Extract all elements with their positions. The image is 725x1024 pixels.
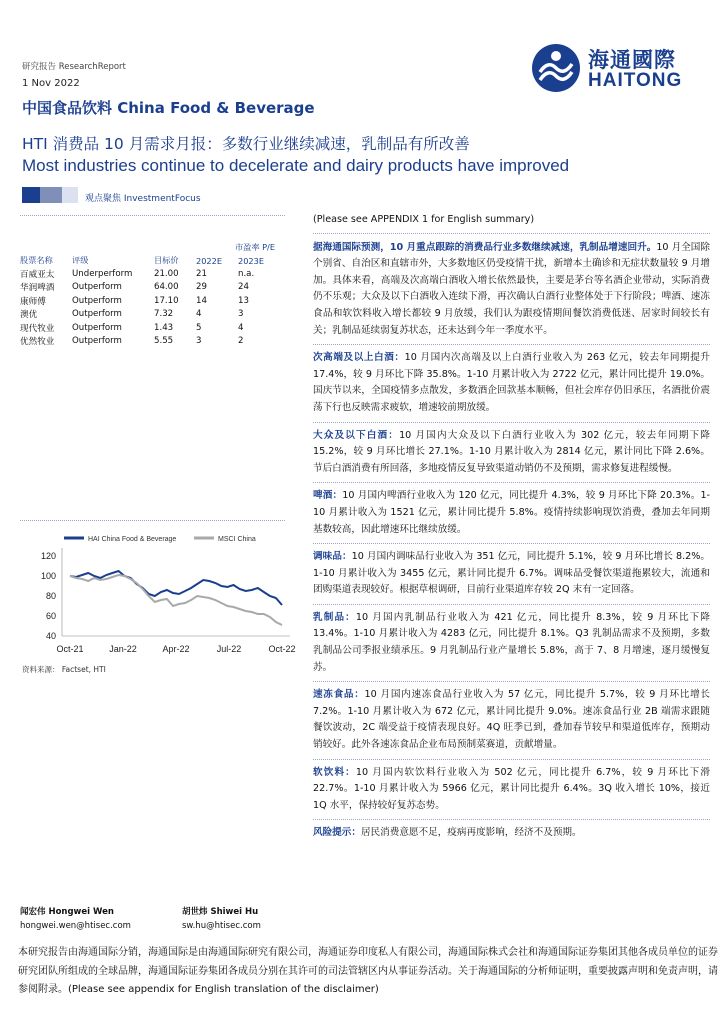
section-text: 10 月国内软饮料行业收入为 502 亿元，同比提升 6.7%，较 9 月环比下滑 22.7%。1-10 月累计收入为 5966 亿元，累计同比提升 6.4%。3Q 收入增长 10%，接近 1Q 水平，保持较好复苏态势。 [313,766,710,811]
y-tick-label: 120 [40,551,56,561]
section-rule [313,759,710,760]
pe-header: 市盈率 P/E [234,242,275,252]
section-beer [313,488,710,538]
author-name: 胡世炜 Shiwei Hu [182,907,259,917]
y-tick-label: 80 [45,591,56,601]
section-risk [313,825,710,842]
cell-target: 17.10 [154,295,179,306]
chart-top-rule [20,520,285,521]
table-row [20,267,285,280]
section-text: 10 月国内速冻食品行业收入为 57 亿元，同比提升 5.7%，较 9 月环比增长 7.2%。1-10 月累计收入为 672 亿元，累计同比提升 9.0%。速冻食品行业 2B 端需求跟随餐饮波动，2C 端受益于疫情表现良好。4Q 旺季已到，叠加春节较早和渠道低库存，预期动销较好。此外各速冻食品企业布局预制菜赛道，贡献增量。 [313,689,710,751]
logo-en: HAITONG [588,70,683,91]
section-frozen-food [313,687,710,753]
english-summary-note: (Please see APPENDIX 1 for English summary) [313,214,535,225]
cell-rating: Outperform [72,309,122,320]
section-mass-baijiu [313,428,710,478]
cell-rating: Outperform [72,282,122,293]
cell-rating: Underperform [72,269,133,280]
section-rule [313,543,710,544]
ratings-table [20,232,285,348]
focus-label: 观点聚焦 InvestmentFocus [85,194,201,204]
cell-pe-2022: 3 [196,336,202,347]
intro-lead: 据海通国际预测，10 月重点跟踪的消费品行业多数继续减速，乳制品增速回升。 [313,241,657,253]
summary-top-rule [313,233,710,234]
cell-pe-2023: 4 [238,322,244,333]
haitong-emblem-icon [530,42,582,94]
report-date: 1 Nov 2022 [22,78,80,89]
ratings-grid [20,254,285,348]
title-cn: HTI 消费品 10 月需求月报：多数行业继续减速，乳制品有所改善 [22,135,470,153]
cell-pe-2022: 29 [196,282,207,293]
col-header: 目标价 [154,255,179,266]
section-rule [313,681,710,682]
cell-pe-2023: n.a. [238,269,255,280]
cell-target: 5.55 [154,336,174,347]
title-en: Most industries continue to decelerate and dairy products have improved [22,156,570,175]
section-text: 10 月国内大众及以下白酒行业收入为 302 亿元，较去年同期下降 15.2%，较 9 月环比增长 27.1%。1-10 月累计收入为 2814 亿元，累计同比下降 2.6%。节后白酒消费有所回落，多地疫情反复导致渠道动销仍不及预期，需求修复进程缓慢。 [313,429,710,474]
author-email[interactable]: hongwei.wen@htisec.com [20,921,131,931]
table-row [20,334,285,347]
section-text: 10 月国内次高端及以上白酒行业收入为 263 亿元，较去年同期提升 17.4%，较 9 月环比下降 35.8%。1-10 月累计收入为 2722 亿元，累计同比提升 19.0%。国庆节以来，全国疫情多点散发，多数酒企回款基本顺畅，但社会库存仍旧承压，名酒批价震荡下行也反映需求疲软，增速较前期放缓。 [313,352,711,413]
section-keyword: 风险提示： [313,827,361,839]
section-condiments [313,549,710,599]
legend-label: HAI China Food & Beverage [88,536,177,543]
section-keyword: 啤酒： [313,490,343,502]
section-keyword: 大众及以下白酒： [313,429,400,441]
price-chart [20,528,300,663]
header-bar-dark [22,187,40,203]
summary-column [313,212,710,849]
section-keyword: 调味品： [313,551,352,563]
cell-stock: 现代牧业 [20,323,55,334]
section-text: 10 月国内啤酒行业收入为 120 亿元，同比提升 4.3%，较 9 月环比下降 20.3%。1-10 月累计收入为 1521 亿元，累计同比提升 5.8%。疫情持续影响现饮消费，叠加去年同期基数较高，因此增速环比继续放缓。 [313,490,711,535]
x-tick-label: Jan-22 [109,644,137,654]
author-email[interactable]: sw.hu@htisec.com [182,921,261,931]
x-tick-label: Apr-22 [162,644,190,654]
section-premium-baijiu [313,350,710,416]
cell-pe-2022: 21 [196,269,207,280]
summary-intro [313,240,710,340]
cell-target: 21.00 [154,269,179,280]
section-keyword: 软饮料： [313,766,356,778]
cell-target: 7.32 [154,309,174,320]
cell-pe-2022: 5 [196,322,202,333]
cell-stock: 华润啤酒 [20,283,55,294]
cell-rating: Outperform [72,322,122,333]
intro-body: 10 月全国除个别省、自治区和直辖市外，大多数地区仍受疫情干扰，新增本土确诊和无症状数量较 9 月增加。具体来看，高端及次高端白酒收入增长依然最快，主要是茅台等名酒企业带动，实际消费仍不乐观；大众及以下白酒收入连续下滑，再次确认白酒行业整体处于下行阶段；啤酒、速冻食品和软饮料收入增长都较 9 月放缓，我们认为跟疫情期间餐饮消费低迷、居家时间较长有关；乳制品延续弱复苏状态，还未达到今年一季度水平。 [313,241,710,336]
section-keyword: 速冻食品： [313,689,365,701]
cell-stock: 百威亚太 [20,270,55,281]
section-text: 10 月国内调味品行业收入为 351 亿元，同比提升 5.1%，较 9 月环比增长 8.2%。1-10 月累计收入为 3455 亿元，累计同比提升 6.7%。调味品受餐饮渠道拖累较大，流通和团购渠道表现较好。根据草根调研，目前行业渠道库存较 2Q 末有一定回落。 [313,551,711,596]
section-rule [313,344,710,345]
table-row [20,294,285,307]
section-keyword: 次高端及以上白酒： [313,352,405,364]
x-tick-label: Oct-22 [268,644,296,654]
legend-label: MSCI China [218,536,256,543]
col-header: 2022E [196,255,223,266]
logo-cn: 海通國際 [588,48,676,72]
cell-stock: 康师傅 [20,296,46,307]
cell-pe-2022: 4 [196,309,202,320]
table-row [20,321,285,334]
author-1 [20,905,131,933]
section-soft-drinks [313,765,710,815]
section-text: 居民消费意愿不足，疫病再度影响，经济不及预期。 [360,827,582,839]
cell-stock: 澳优 [20,310,38,321]
series-line [70,575,282,625]
series-line [70,571,282,605]
cell-rating: Outperform [72,295,122,306]
col-header: 股票名称 [20,255,53,266]
y-tick-label: 60 [45,611,56,621]
cell-target: 64.00 [154,282,179,293]
table-row [20,308,285,321]
section-keyword: 乳制品： [313,611,356,623]
cell-pe-2023: 24 [238,282,249,293]
author-name: 闻宏伟 Hongwei Wen [20,907,114,917]
table-header-row [20,254,285,267]
section-rule [313,819,710,820]
section-rule [313,422,710,423]
y-tick-label: 40 [45,631,56,641]
section-rule [313,604,710,605]
cell-target: 1.43 [154,322,174,333]
section-rule [313,482,710,483]
header-bar-mid [40,187,62,203]
col-header: 2023E [238,255,265,266]
section-text: 10 月国内乳制品行业收入为 421 亿元，同比提升 8.3%，较 9 月环比下降 13.4%。1-10 月累计收入为 4283 亿元，同比提升 8.1%。Q3 乳制品需求不及预期，多数乳制品公司季报业绩承压。9 月乳制品行业产量增长 5.8%，高于 7、8 月增速，逐月缓慢复苏。 [313,611,710,673]
col-header: 评级 [72,255,89,266]
table-row [20,281,285,294]
report-type: 研究报告 ResearchReport [22,62,126,72]
cell-pe-2023: 3 [238,309,244,320]
y-tick-label: 100 [40,571,56,581]
x-tick-label: Jul-22 [216,644,242,654]
table-top-rule [20,215,285,216]
cell-stock: 优然牧业 [20,337,55,348]
x-tick-label: Oct-21 [56,644,84,654]
cell-pe-2023: 2 [238,336,244,347]
cell-pe-2023: 13 [238,295,249,306]
section-dairy [313,610,710,676]
price-chart-svg [20,528,300,663]
header-bar-light [62,187,78,203]
disclaimer: 本研究报告由海通国际分销，海通国际是由海通国际研究有限公司，海通证券印度私人有限公司，海通国际株式会社和海通国际证券集团其他各成员单位的证券研究团队所组成的全球品牌，海通国际证券集团各成员分别在其许可的司法管辖区内从事证券活动。关于海通国际的分析师证明，重要披露声明和免责声明，请参阅附录。(Please see appendix for English translation of the disclaimer) [18,947,718,995]
cell-pe-2022: 14 [196,295,207,306]
haitong-logo [530,42,710,94]
author-2 [182,905,261,933]
sector-title: 中国食品饮料 China Food & Beverage [22,99,315,117]
cell-rating: Outperform [72,336,122,347]
chart-source: 资料来源： Factset, HTI [22,665,106,674]
